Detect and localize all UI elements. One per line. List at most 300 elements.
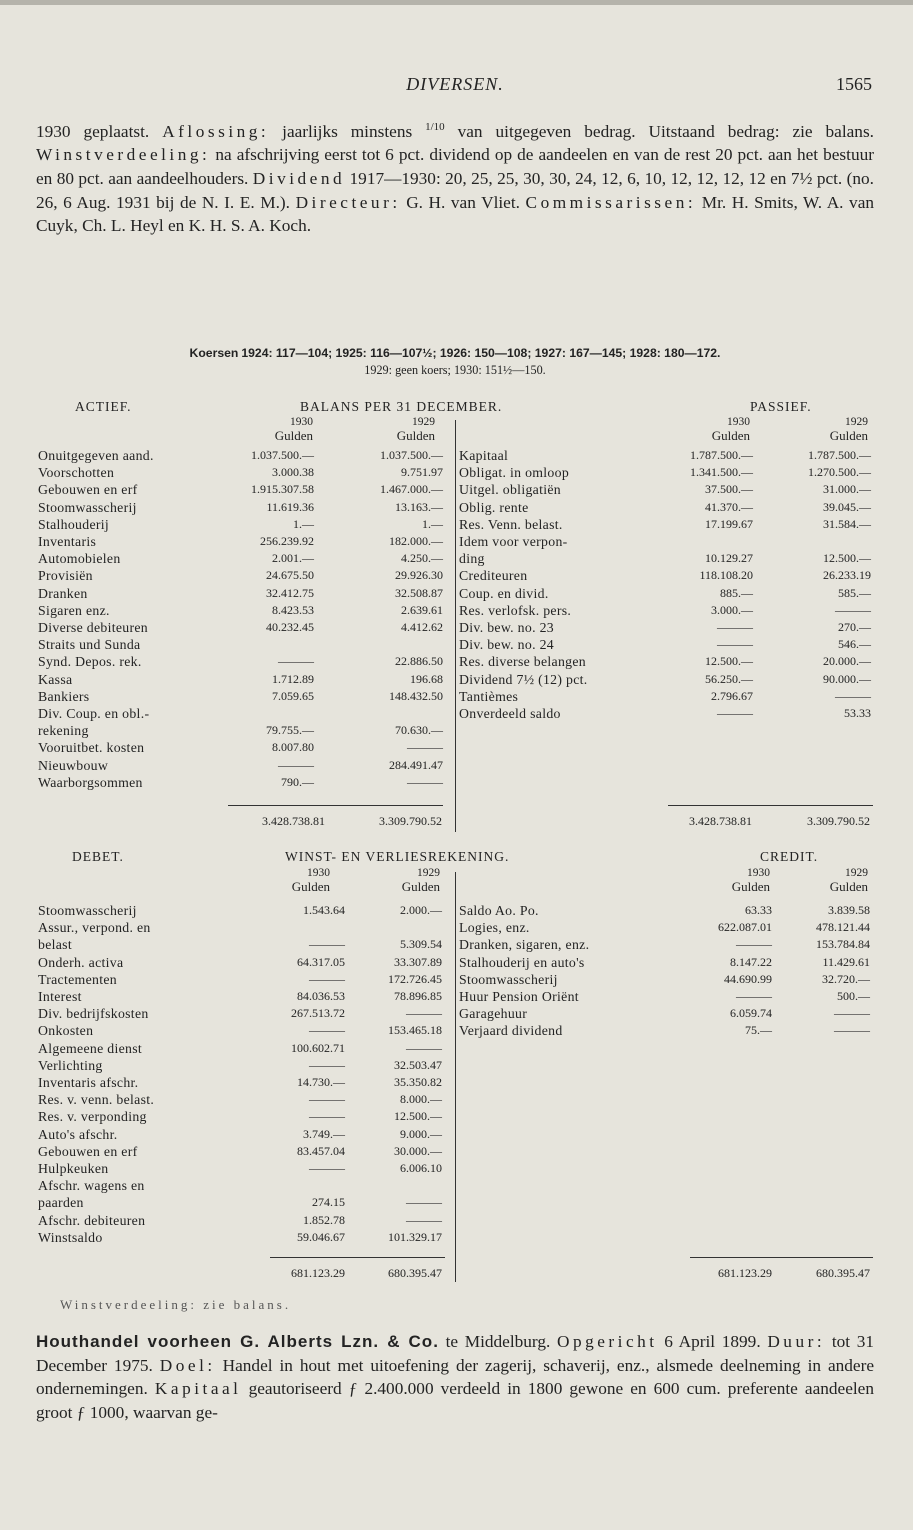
table-row (459, 533, 871, 550)
value-1930: 8.007.80 (272, 740, 314, 755)
row-label: Stoomwasscherij (38, 499, 137, 515)
value-1930: ——— (717, 620, 753, 634)
value-1930: 37.500.— (705, 482, 753, 497)
value-1930: 64.317.05 (297, 954, 345, 969)
value-1930: ——— (309, 971, 345, 986)
value-1930: ——— (309, 1109, 345, 1124)
company-text: Handel in hout met uitoefening der zagerij, schaverij, enz., alsmede deelneming in andere ondernemingen. (36, 1355, 875, 1399)
page-top-edge (0, 0, 913, 5)
winst-col-1930-left: 1930 Gulden (291, 867, 330, 894)
value-1929: ——— (835, 688, 871, 703)
value-1929: ——— (407, 740, 443, 755)
value-1929: 11.429.61 (822, 954, 870, 969)
value-1930: ——— (309, 1057, 345, 1072)
row-label: Stalhouderij (38, 516, 110, 532)
value-1929: 2.000.— (400, 903, 442, 917)
row-label: Gebouwen en erf (38, 482, 138, 498)
value-1929: ——— (406, 1212, 442, 1227)
row-label: Afschr. wagens en (38, 1178, 145, 1194)
intro-text: na afschrijving eerst tot 6 pct. dividend op de aandeelen en van de rest 20 pct. aan het bestuur en 80 pct. aan aandeelhouders. (36, 145, 874, 188)
table-row (459, 954, 870, 971)
row-label: Res. v. verponding (38, 1109, 147, 1125)
value-1929: 39.045.— (823, 499, 871, 514)
row-label: Auto's afschr. (38, 1126, 118, 1142)
table-row (38, 671, 443, 688)
row-label: Provisiën (38, 568, 93, 584)
row-label: Onkosten (38, 1023, 94, 1039)
value-1930: 1.712.89 (272, 671, 314, 686)
winst-divider (455, 872, 456, 1282)
actief-title: ACTIEF. (75, 399, 132, 414)
company-location: te Middelburg. (445, 1332, 551, 1351)
table-row (38, 602, 443, 619)
row-label: Onverdeeld saldo (459, 706, 561, 721)
credit-title: CREDIT. (760, 849, 819, 864)
row-label: Inventaris afschr. (38, 1075, 139, 1090)
table-row (38, 1126, 442, 1143)
balans-total-rule-left (228, 805, 443, 806)
table-row (38, 902, 442, 919)
intro-text: 1917—1930: 20, 25, 25, 30, 30, 24, 12, 6, 10, 12, 12, 12, 12 en 7½ pct. (no. 26, 6 Aug. 1931 bij de N. I. E. M.). (36, 168, 875, 212)
value-1930: ——— (309, 1092, 345, 1107)
value-1929: 31.000.— (823, 482, 871, 497)
row-label: Div. bew. no. 23 (459, 620, 554, 635)
company-name: Houthandel voorheen G. Alberts Lzn. & Co. (36, 1332, 439, 1351)
company-text: geautoriseerd ƒ 2.400.000 verdeeld in 1800 gewone en 600 cum. preferente aandeelen groot ƒ 1000, waarvan ge- (36, 1379, 874, 1422)
value-1930: 59.046.67 (297, 1229, 345, 1244)
table-row (38, 481, 443, 498)
row-label: Tractementen (38, 971, 117, 987)
row-label: Gebouwen en erf (38, 1143, 138, 1159)
table-row (459, 619, 871, 636)
value-1929: ——— (406, 1006, 442, 1021)
balans-divider (455, 420, 456, 832)
table-row (38, 533, 443, 550)
row-label: Div. Coup. en obl.- (38, 706, 150, 721)
table-row (38, 936, 442, 953)
winst-total-left-1929: 680.395.47 (388, 1266, 442, 1280)
value-1930: 12.500.— (705, 654, 753, 669)
koersen-label: Koersen (189, 346, 239, 360)
table-row (459, 567, 871, 584)
table-row (38, 722, 443, 739)
value-1929: 90.000.— (823, 671, 871, 686)
table-row (38, 1194, 442, 1211)
value-1930: ——— (278, 654, 314, 669)
value-1929: 32.720.— (822, 971, 870, 986)
dividend-label: Dividend (252, 168, 346, 188)
table-row (459, 705, 871, 722)
value-1930: ——— (717, 637, 753, 652)
fraction: 1/10 (425, 121, 445, 133)
row-label: Huur Pension Oriënt (459, 989, 579, 1004)
row-label: Stalhouderij en auto's (459, 954, 585, 970)
value-1929: 13.163.— (395, 499, 443, 514)
value-1930: 118.108.20 (699, 568, 753, 583)
row-label: Stoomwasscherij (38, 903, 137, 918)
intro-text: van uitgegeven bedrag. Uitstaand bedrag: zie balans. (457, 121, 874, 141)
row-label: Hulpkeuken (38, 1161, 109, 1176)
balans-col-1929-right: 1929 Gulden (829, 416, 868, 443)
value-1929: 478.121.44 (816, 920, 870, 935)
table-row (38, 567, 443, 584)
value-1929: ——— (407, 774, 443, 789)
value-1929: 22.886.50 (395, 654, 443, 669)
winst-col-1929-left: 1929 Gulden (401, 867, 440, 894)
row-label: belast (38, 937, 72, 953)
table-row (38, 688, 443, 705)
winst-total-rule-right (690, 1257, 873, 1258)
table-row (459, 671, 871, 688)
running-title: DIVERSEN. (406, 74, 504, 94)
value-1930: 40.232.45 (266, 620, 314, 634)
directeur-label: Directeur: (295, 192, 401, 212)
table-row (38, 499, 443, 516)
row-label: Nieuwbouw (38, 757, 109, 773)
balans-col-1930-right: 1930 Gulden (711, 416, 750, 443)
table-row (459, 988, 870, 1005)
row-label: Algemeene dienst (38, 1040, 143, 1056)
value-1929: 70.630.— (395, 723, 443, 738)
row-label: rekening (38, 723, 89, 739)
value-1929: 30.000.— (394, 1143, 442, 1158)
row-label: Obligat. in omloop (459, 465, 570, 481)
table-row (38, 1108, 442, 1125)
table-row (38, 1005, 442, 1022)
value-1929: 32.508.87 (395, 585, 443, 600)
value-1929: 153.465.18 (388, 1023, 442, 1038)
row-label: ding (459, 551, 485, 567)
row-label: Res. Venn. belast. (459, 516, 563, 532)
value-1929: 546.— (838, 637, 871, 652)
value-1929: 153.784.84 (816, 937, 870, 952)
value-1929: 585.— (838, 585, 871, 600)
value-1930: 1.341.500.— (690, 465, 753, 480)
winstverdeeling-note: Winstverdeeling: zie balans. (60, 1297, 292, 1312)
intro-text: 1930 geplaatst. (36, 121, 150, 141)
table-row (38, 774, 443, 791)
table-row (38, 1040, 442, 1057)
value-1930: 274.15 (312, 1195, 345, 1210)
row-label: Straits und Sunda (38, 637, 141, 653)
value-1930: ——— (309, 1161, 345, 1175)
table-row (459, 602, 871, 619)
row-label: Onderh. activa (38, 954, 124, 970)
balans-total-left-1929: 3.309.790.52 (379, 814, 442, 828)
value-1929: 6.006.10 (400, 1161, 442, 1175)
row-label: Oblig. rente (459, 499, 529, 515)
value-1930: 75.— (745, 1023, 772, 1038)
value-1929: 270.— (838, 620, 871, 634)
table-row (38, 954, 442, 971)
value-1929: 31.584.— (823, 516, 871, 531)
row-label: Res. diverse belangen (459, 654, 586, 670)
value-1930: 79.755.— (266, 723, 314, 738)
winst-total-rule-left (270, 1257, 445, 1258)
winst-col-1929-right: 1929 Gulden (829, 867, 868, 894)
company-paragraph (36, 1330, 874, 1424)
table-row (459, 936, 870, 953)
page-number: 1565 (836, 74, 872, 94)
debet-title: DEBET. (72, 849, 124, 864)
table-row (459, 550, 871, 567)
value-1929: 172.726.45 (388, 971, 442, 986)
company-text: tot 31 December 1975. (36, 1332, 875, 1375)
winst-col-1930-right: 1930 Gulden (731, 867, 770, 894)
table-row (38, 585, 443, 602)
value-1929: 196.68 (410, 671, 443, 686)
koersen-line-2: 1929: geen koers; 1930: 151½—150. (364, 363, 546, 377)
row-label: Waarborgsommen (38, 774, 143, 790)
value-1930: 8.147.22 (730, 954, 772, 969)
intro-paragraph (36, 116, 874, 238)
value-1929: 20.000.— (823, 654, 871, 669)
duur-label: Duur: (767, 1332, 826, 1351)
row-label: Verjaard dividend (459, 1023, 563, 1039)
table-row (459, 585, 871, 602)
row-label: Stoomwasscherij (459, 971, 558, 987)
value-1929: 9.751.97 (401, 465, 443, 480)
row-label: Dranken (38, 585, 88, 601)
value-1930: 100.602.71 (291, 1040, 345, 1055)
balans-col-1929-left: 1929 Gulden (396, 416, 435, 443)
value-1930: 3.000.— (711, 602, 753, 617)
value-1930: 2.001.— (272, 551, 314, 566)
table-row (38, 550, 443, 567)
value-1930: 17.199.67 (705, 516, 753, 531)
row-label: Div. bedrijfskosten (38, 1006, 149, 1022)
row-label: Kapitaal (459, 448, 509, 463)
balans-total-rule-right (668, 805, 873, 806)
row-label: Vooruitbet. kosten (38, 740, 145, 756)
value-1930: 83.457.04 (297, 1143, 345, 1158)
table-row (38, 1143, 442, 1160)
value-1929: 4.250.— (401, 551, 443, 566)
value-1930: 3.000.38 (272, 465, 314, 480)
value-1930: ——— (309, 1023, 345, 1038)
row-label: Res. v. venn. belast. (38, 1092, 155, 1108)
koersen-line-1 (36, 345, 874, 362)
value-1929: 12.500.— (394, 1109, 442, 1124)
row-label: Kassa (38, 671, 73, 687)
table-row (38, 447, 443, 464)
value-1929: 53.33 (844, 706, 871, 720)
value-1930: 622.087.01 (718, 920, 772, 935)
table-row (38, 1091, 442, 1108)
value-1930: 63.33 (745, 903, 772, 917)
balans-total-right-1930: 3.428.738.81 (689, 814, 752, 828)
table-row (459, 919, 870, 936)
row-label: Onuitgegeven aand. (38, 448, 154, 463)
value-1929: 1.270.500.— (808, 465, 871, 480)
value-1930: 11.619.36 (266, 499, 314, 514)
value-1930: 84.036.53 (297, 989, 345, 1003)
row-label: Garagehuur (459, 1006, 528, 1022)
table-row (38, 516, 443, 533)
value-1929: 101.329.17 (388, 1229, 442, 1244)
value-1930: 7.059.65 (272, 688, 314, 703)
winst-total-right-1930: 681.123.29 (718, 1266, 772, 1280)
value-1929: 26.233.19 (823, 568, 871, 583)
table-row (38, 619, 443, 636)
table-row (38, 1229, 442, 1246)
row-label: Sigaren enz. (38, 602, 110, 618)
winst-total-left-1930: 681.123.29 (291, 1266, 345, 1280)
table-row (459, 447, 871, 464)
table-row (459, 636, 871, 653)
value-1929: 8.000.— (400, 1092, 442, 1107)
value-1929: 12.500.— (823, 551, 871, 566)
koersen-values: 1924: 117—104; 1925: 116—107½; 1926: 150—108; 1927: 167—145; 1928: 180—172. (241, 346, 721, 360)
table-row (459, 1022, 870, 1039)
table-row (459, 688, 871, 705)
value-1929: 1.037.500.— (380, 448, 443, 462)
table-row (38, 988, 442, 1005)
value-1929: 1.467.000.— (380, 482, 443, 497)
balans-total-right-1929: 3.309.790.52 (807, 814, 870, 828)
value-1930: 44.690.99 (724, 971, 772, 986)
table-row (38, 705, 443, 722)
table-row (38, 1057, 442, 1074)
row-label: Coup. en divid. (459, 585, 549, 601)
row-label: Dranken, sigaren, enz. (459, 937, 590, 953)
value-1930: 2.796.67 (711, 688, 753, 703)
row-label: Res. verlofsk. pers. (459, 602, 572, 618)
value-1930: 56.250.— (705, 671, 753, 686)
value-1930: 790.— (281, 774, 314, 789)
value-1929: 148.432.50 (389, 688, 443, 703)
kapitaal-label: Kapitaal (154, 1379, 242, 1399)
row-label: Inventaris (38, 534, 97, 549)
value-1929: 182.000.— (389, 534, 443, 548)
row-label: Logies, enz. (459, 920, 530, 936)
balans-total-left-1930: 3.428.738.81 (262, 814, 325, 828)
doel-label: Doel: (159, 1355, 216, 1375)
value-1930: 256.239.92 (260, 534, 314, 548)
table-row (459, 481, 871, 498)
value-1930: 32.412.75 (266, 585, 314, 600)
value-1930: 41.370.— (705, 499, 753, 514)
value-1929: 78.896.85 (394, 989, 442, 1003)
value-1930: 1.543.64 (303, 903, 345, 917)
row-label: Verlichting (38, 1057, 103, 1073)
intro-text: Mr. H. Smits, W. A. van Cuyk, Ch. L. Heyl en K. H. S. A. Koch. (36, 192, 875, 236)
table-row (459, 1005, 870, 1022)
row-label: Automobielen (38, 551, 121, 567)
value-1930: 8.423.53 (272, 602, 314, 617)
row-label: Uitgel. obligatiën (459, 482, 561, 498)
table-row (38, 1212, 442, 1229)
value-1929: ——— (835, 602, 871, 617)
table-row (38, 971, 442, 988)
row-label: Saldo Ao. Po. (459, 903, 539, 918)
table-row (38, 1160, 442, 1177)
table-row (38, 653, 443, 670)
opgericht-label: Opgericht (557, 1332, 658, 1351)
value-1929: ——— (406, 1195, 442, 1210)
value-1929: ——— (406, 1040, 442, 1055)
value-1930: ——— (309, 937, 345, 952)
row-label: Assur., verpond. en (38, 920, 151, 936)
row-label: Idem voor verpon- (459, 534, 568, 549)
value-1929: 32.503.47 (394, 1057, 442, 1072)
row-label: Voorschotten (38, 465, 115, 481)
value-1930: 1.852.78 (303, 1212, 345, 1227)
table-row (38, 739, 443, 756)
value-1930: 14.730.— (297, 1075, 345, 1089)
value-1930: 6.059.74 (730, 1006, 772, 1021)
intro-text: jaarlijks minstens (282, 121, 413, 141)
value-1930: 1.915.307.58 (251, 482, 314, 497)
value-1930: 24.675.50 (266, 568, 314, 583)
row-label: Div. bew. no. 24 (459, 637, 554, 653)
value-1929: 3.839.58 (828, 903, 870, 917)
table-row (38, 919, 442, 936)
value-1930: ——— (736, 989, 772, 1003)
value-1929: 284.491.47 (389, 757, 443, 772)
row-label: Synd. Depos. rek. (38, 654, 142, 670)
value-1930: 1.— (293, 516, 314, 531)
value-1930: 3.749.— (303, 1126, 345, 1141)
table-row (459, 499, 871, 516)
value-1930: 885.— (720, 585, 753, 600)
table-row (459, 516, 871, 533)
intro-text: G. H. van Vliet. (406, 192, 520, 212)
table-row (459, 902, 870, 919)
table-row (38, 1177, 442, 1194)
value-1929: 35.350.82 (394, 1075, 442, 1089)
value-1930: 1.787.500.— (690, 448, 753, 462)
row-label: paarden (38, 1195, 84, 1211)
value-1930: 267.513.72 (291, 1006, 345, 1021)
page-header (36, 74, 874, 100)
row-label: Winstsaldo (38, 1229, 103, 1245)
value-1929: 9.000.— (400, 1126, 442, 1141)
table-row (459, 971, 870, 988)
value-1929: 33.307.89 (394, 954, 442, 969)
value-1929: 1.— (422, 516, 443, 531)
row-label: Crediteuren (459, 568, 528, 584)
row-label: Afschr. debiteuren (38, 1212, 146, 1228)
table-row (38, 1074, 442, 1091)
value-1929: 5.309.54 (400, 937, 442, 952)
table-row (38, 464, 443, 481)
value-1930: 10.129.27 (705, 551, 753, 566)
row-label: Interest (38, 989, 82, 1004)
winst-heading: WINST- EN VERLIESREKENING. (285, 849, 510, 864)
balans-heading: BALANS PER 31 DECEMBER. (300, 399, 503, 414)
winst-total-right-1929: 680.395.47 (816, 1266, 870, 1280)
row-label: Diverse debiteuren (38, 620, 148, 635)
row-label: Bankiers (38, 688, 90, 704)
commissarissen-label: Commissarissen: (525, 192, 697, 212)
table-row (38, 1022, 442, 1039)
row-label: Tantièmes (459, 688, 519, 704)
winstverdeeling-label: Winstverdeeling: (36, 145, 211, 165)
value-1930: ——— (736, 937, 772, 952)
value-1929: 500.— (837, 989, 870, 1003)
table-row (38, 636, 443, 653)
value-1929: ——— (834, 1006, 870, 1021)
value-1929: 2.639.61 (401, 602, 443, 617)
row-label: Dividend 7½ (12) pct. (459, 671, 588, 687)
value-1929: 1.787.500.— (808, 448, 871, 462)
passief-title: PASSIEF. (750, 399, 812, 414)
value-1929: ——— (834, 1023, 870, 1038)
value-1930: 1.037.500.— (251, 448, 314, 462)
value-1929: 4.412.62 (401, 620, 443, 634)
table-row (38, 757, 443, 774)
